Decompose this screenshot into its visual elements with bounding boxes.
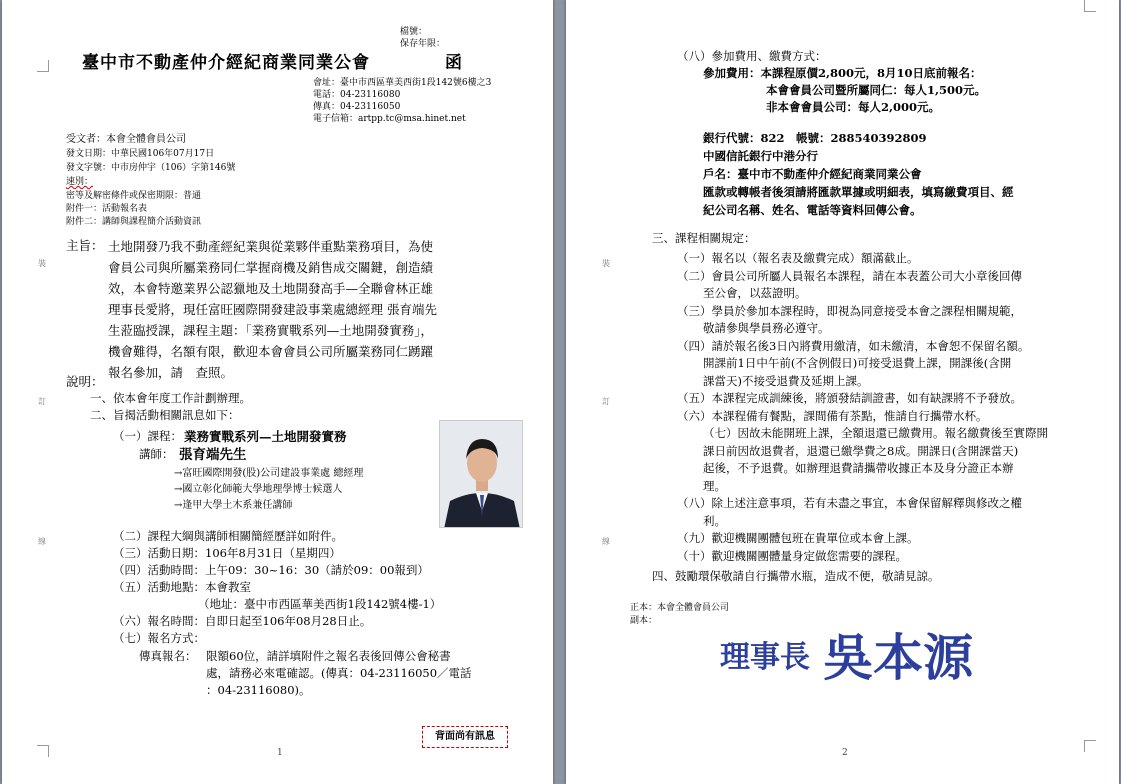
- signature-name: 吳本源: [823, 628, 974, 687]
- cut-mark: 訂: [602, 397, 610, 406]
- rule-line: 理。: [703, 478, 726, 493]
- closing-remark: 四、鼓勵環保敬請自行攜帶水瓶，造成不便，敬請見諒。: [652, 569, 940, 583]
- cc-main: 正本：本會全體會員公司: [630, 603, 730, 613]
- fax-registration-label: 傳真報名：: [139, 649, 197, 663]
- notice-box: 背面尚有訊息: [422, 726, 508, 748]
- binding-mark: 裝: [602, 259, 610, 268]
- fax-registration-line-2: 處，請務必來電確認。(傳真：04-23116050／電話: [206, 666, 472, 680]
- rule-line: 至公會，以茲證明。: [703, 286, 807, 300]
- line-mark: 線: [602, 537, 610, 546]
- fees-line-3: 非本會會員公司：每人2,000元。: [766, 100, 941, 114]
- document-type: 函: [445, 53, 462, 73]
- speed: 速別：: [66, 177, 94, 187]
- security-level: 密等及解密條件或保密期限：普通: [66, 191, 202, 201]
- document-page-1: [2, 0, 553, 784]
- line-mark: 線: [38, 537, 46, 546]
- rule-line: 課當天)不接受退費及延期上課。: [703, 373, 869, 388]
- detail-address: （地址：臺中市西區華美西街1段142號4樓-1）: [198, 597, 442, 611]
- subject-line: 報名參加，請 查照。: [108, 365, 234, 380]
- subject-body: [108, 236, 437, 383]
- detail-outline: （二）課程大綱與講師相關簡經歷詳如附件。: [113, 529, 343, 543]
- cut-mark: 訂: [38, 397, 46, 406]
- fees-line-2: 本會會員公司暨所屬同仁：每人1,500元。: [766, 83, 987, 97]
- chairman-signature-stamp: [720, 618, 973, 690]
- crop-mark: [37, 745, 49, 757]
- rule-line: 利。: [703, 513, 726, 528]
- rule-line: （六）本課程備有餐點，課間備有茶點，惟請自行攜帶水杯。: [677, 408, 988, 423]
- contact-email: 電子信箱：artpp.tc@msa.hinet.net: [313, 114, 466, 124]
- account-name: 戶名：臺中市不動產仲介經紀商業同業公會: [703, 167, 922, 181]
- crop-mark: [1084, 0, 1096, 12]
- rule-line: （三）學員於參加本課程時，即視為同意接受本會之課程相關規範，: [677, 303, 1022, 318]
- rule-line: （八）除上述注意事項，若有未盡之事宜，本會保留解釋與修改之權: [677, 496, 1022, 510]
- contact-address: 會址：臺中市西區華美西街1段142號6樓之3: [313, 78, 492, 88]
- detail-registration-method: （七）報名方式：: [113, 631, 205, 645]
- letter-title: 臺中市不動產仲介經紀商業同業公會: [82, 53, 370, 73]
- lecturer-name: 張育端先生: [179, 447, 247, 463]
- lecturer-bio-2: →國立彰化師範大學地理學博士候選人: [174, 484, 343, 495]
- explanation-item-1: 一、依本會年度工作計劃辦理。: [90, 391, 251, 405]
- rule-line: 敬請參與學員務必遵守。: [703, 321, 830, 335]
- rule-line: 課日前因故退費者，退還已繳學費之8成。開課日(含開課當天): [703, 443, 1019, 458]
- rules-heading: 三、課程相關規定：: [652, 231, 756, 245]
- course-title: 業務實戰系列—土地開發實務: [184, 429, 347, 444]
- cc-copy: 副本：: [630, 616, 658, 626]
- rule-line: （四）請於報名後3日內將費用繳清，如未繳清，本會恕不保留名額。: [677, 338, 1030, 353]
- binding-mark: 裝: [38, 259, 46, 268]
- contact-phone: 電話：04-23116080: [313, 90, 401, 100]
- fax-registration-line-3: ：04-23116080)。: [206, 683, 311, 697]
- subject-line: 機會難得，名額有限，歡迎本會會員公司所屬業務同仁踴躍: [108, 344, 434, 359]
- file-number-label: 檔號：: [400, 27, 428, 37]
- fees-line-1: 參加費用：本課程原價2,800元，8月10日底前報名：: [703, 66, 982, 80]
- subject-line: 土地開發乃我不動產經紀業與從業夥伴重點業務項目，為使: [108, 239, 434, 254]
- rule-line: （七）因故未能開班上課，全額退還已繳費用。報名繳費後至實際開: [703, 426, 1048, 440]
- crop-mark: [37, 60, 49, 72]
- remittance-instruction-1: 匯款或轉帳者後須請將匯款單據或明細表，填寫繳費項目、經: [703, 185, 1014, 199]
- page-number-1: 1: [277, 748, 283, 758]
- subject-line: 會員公司與所屬業務同仁掌握商機及銷售成交關鍵，創造績: [108, 260, 434, 275]
- rule-line: （五）本課程完成訓練後，將頒發結訓證書，如有缺課將不予發放。: [677, 391, 1022, 405]
- signature-title: 理事長: [720, 640, 810, 675]
- detail-time: （四）活動時間：上午09：30~16：30（請於09：00報到）: [113, 563, 429, 577]
- retention-label: 保存年限：: [400, 39, 446, 49]
- issue-date: 發文日期：中華民國106年07月17日: [66, 149, 215, 159]
- crop-mark: [1084, 740, 1096, 752]
- contact-fax: 傳真：04-23116050: [313, 102, 401, 112]
- lecturer-bio-1: →富旺國際開發(股)公司建設事業處 總經理: [174, 468, 364, 479]
- bank-branch: 中國信託銀行中港分行: [703, 149, 818, 163]
- subject-line: 生蒞臨授課，課程主題：「業務實戰系列—土地開發實務」，: [108, 323, 434, 338]
- rule-line: （十）歡迎機關團體量身定做您需要的課程。: [677, 548, 907, 563]
- explanation-label: 說明：: [66, 374, 104, 389]
- rule-line: （二）會員公司所屬人員報名本課程，請在本表蓋公司大小章後回傳: [677, 268, 1022, 283]
- subject-label: 主旨：: [66, 238, 104, 253]
- remittance-instruction-2: 紀公司名稱、姓名、電話等資料回傳公會。: [703, 203, 922, 217]
- fax-registration-line-1: 限額60位，請詳填附件之報名表後回傳公會秘書: [206, 649, 451, 663]
- issue-number: 發文字號：中市房仲宇（106）字第146號: [66, 163, 236, 173]
- recipient: 受文者：本會全體會員公司: [66, 134, 186, 145]
- course-label: （一）課程：: [113, 429, 182, 443]
- lecturer-photo: [439, 420, 523, 528]
- detail-date: （三）活動日期：106年8月31日（星期四）: [113, 546, 341, 560]
- rule-line: 起後，不予退費。如辦理退費請攜帶收據正本及身分證正本辦: [703, 461, 1014, 475]
- rule-line: （一）報名以（報名表及繳費完成）額滿截止。: [677, 251, 919, 265]
- attachment-1: 附件一：活動報名表: [66, 204, 148, 214]
- subject-line: 理事長愛將，現任富旺國際開發建設事業處總經理 張育端先: [108, 302, 437, 317]
- rule-line: （九）歡迎機關團體包班在貴單位或本會上課。: [677, 531, 919, 545]
- page-number-2: 2: [842, 748, 848, 758]
- bank-code: 銀行代號：822 帳號：288540392809: [703, 131, 927, 145]
- detail-venue: （五）活動地點：本會教室: [113, 580, 251, 594]
- explanation-item-2: 二、旨揭活動相關訊息如下：: [90, 408, 240, 422]
- subject-line: 效，本會特邀業界公認獵地及土地開發高手—全聯會林正雄: [108, 281, 434, 296]
- lecturer-bio-3: →逢甲大學土木系兼任講師: [174, 500, 293, 511]
- detail-registration-period: （六）報名時間：自即日起至106年08月28日止。: [113, 614, 372, 628]
- lecturer-label: 講師：: [139, 447, 174, 461]
- fees-heading: （八）參加費用、繳費方式：: [677, 49, 827, 63]
- rule-line: 開課前1日中午前(不含例假日)可接受退費上課，開課後(含開: [703, 356, 1012, 370]
- attachment-2: 附件二：講師與課程簡介活動資訊: [66, 217, 202, 227]
